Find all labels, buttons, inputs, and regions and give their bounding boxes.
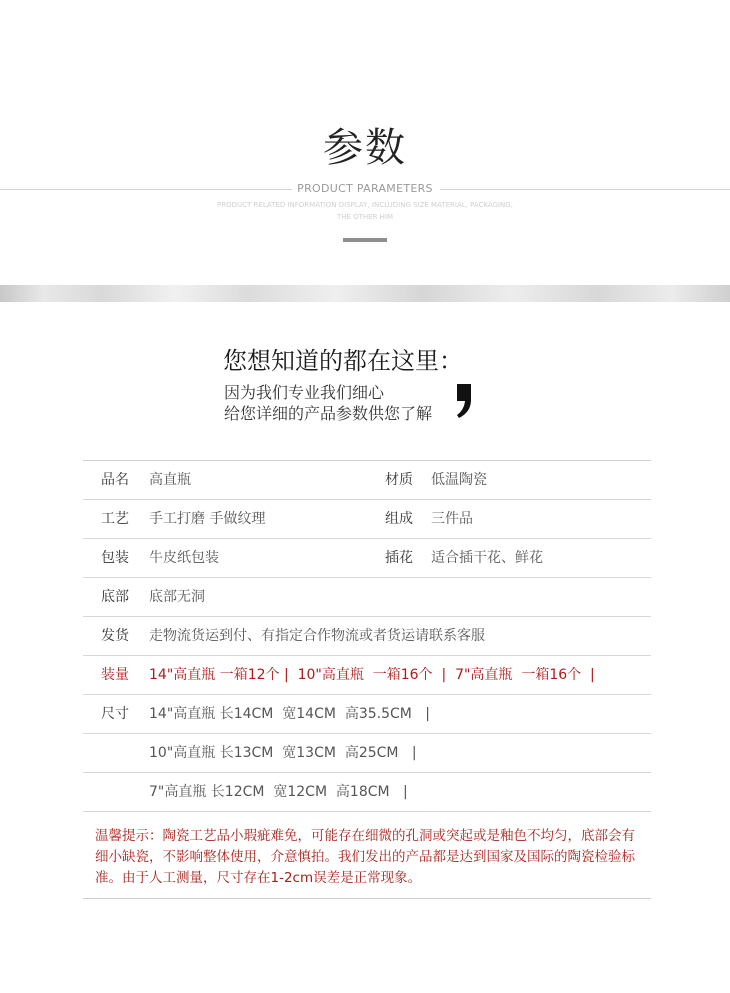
warm-tip-note: 温馨提示：陶瓷工艺品小瑕疵难免，可能存在细微的孔洞或突起或是釉色不均匀，底部会有细小缺瓷，不影响整体使用，介意慎拍。我们发出的产品都是达到国家及国际的陶瓷检验标准。由于人工测量，尺寸存在1-2cm误差是正常现象。 <box>95 828 635 886</box>
spec-label: 底部 <box>101 589 129 605</box>
table-row-quantity <box>83 656 651 695</box>
section-subtitle: PRODUCT PARAMETERS <box>297 182 433 195</box>
spec-value: 三件品 <box>431 511 473 527</box>
intro-line-1: 因为我们专业我们细心 <box>224 383 385 402</box>
table-row <box>83 695 651 734</box>
table-row <box>83 461 651 500</box>
spec-label: 发货 <box>101 628 129 644</box>
spec-label: 装量 <box>101 667 129 683</box>
spec-label: 尺寸 <box>101 706 129 722</box>
spec-label: 材质 <box>385 472 413 488</box>
table-row <box>83 734 651 773</box>
section-title: 参数 <box>323 125 407 171</box>
spec-value: 牛皮纸包装 <box>149 550 219 566</box>
spec-label: 组成 <box>385 511 413 527</box>
header-accent-bar <box>343 238 387 242</box>
spec-value: 低温陶瓷 <box>431 472 487 488</box>
intro-line-2: 给您详细的产品参数供您了解 <box>224 404 433 423</box>
spec-value: 走物流货运到付、有指定合作物流或者货运请联系客服 <box>149 628 485 644</box>
spec-value: 手工打磨 手做纹理 <box>149 511 266 527</box>
bottom-divider <box>83 898 651 899</box>
spec-label: 品名 <box>101 472 129 488</box>
texture-banner <box>0 285 730 302</box>
table-row <box>83 617 651 656</box>
spec-label: 插花 <box>385 550 413 566</box>
table-row <box>83 773 651 812</box>
section-description: PRODUCT RELATED INFORMATION DISPLAY, INCLUDING SIZE MATERIAL, PACKAGING, THE OTHER HIM <box>217 201 513 221</box>
spec-value: 10"高直瓶 长13CM 宽13CM 高25CM | <box>149 745 417 761</box>
spec-label: 工艺 <box>101 511 129 527</box>
table-row <box>83 578 651 617</box>
spec-value: 14"高直瓶 一箱12个 | 10"高直瓶 一箱16个 | 7"高直瓶 一箱16个 | <box>149 667 595 683</box>
quote-icon <box>453 382 475 420</box>
intro-heading: 您想知道的都在这里： <box>223 347 463 375</box>
spec-value: 底部无洞 <box>149 589 205 605</box>
spec-value: 7"高直瓶 长12CM 宽12CM 高18CM | <box>149 784 408 800</box>
spec-value: 适合插干花、鲜花 <box>431 550 543 566</box>
table-row <box>83 539 651 578</box>
table-row <box>83 500 651 539</box>
spec-table <box>83 460 651 812</box>
spec-value: 14"高直瓶 长14CM 宽14CM 高35.5CM | <box>149 706 430 722</box>
spec-value: 高直瓶 <box>149 472 191 488</box>
spec-label: 包装 <box>101 550 129 566</box>
